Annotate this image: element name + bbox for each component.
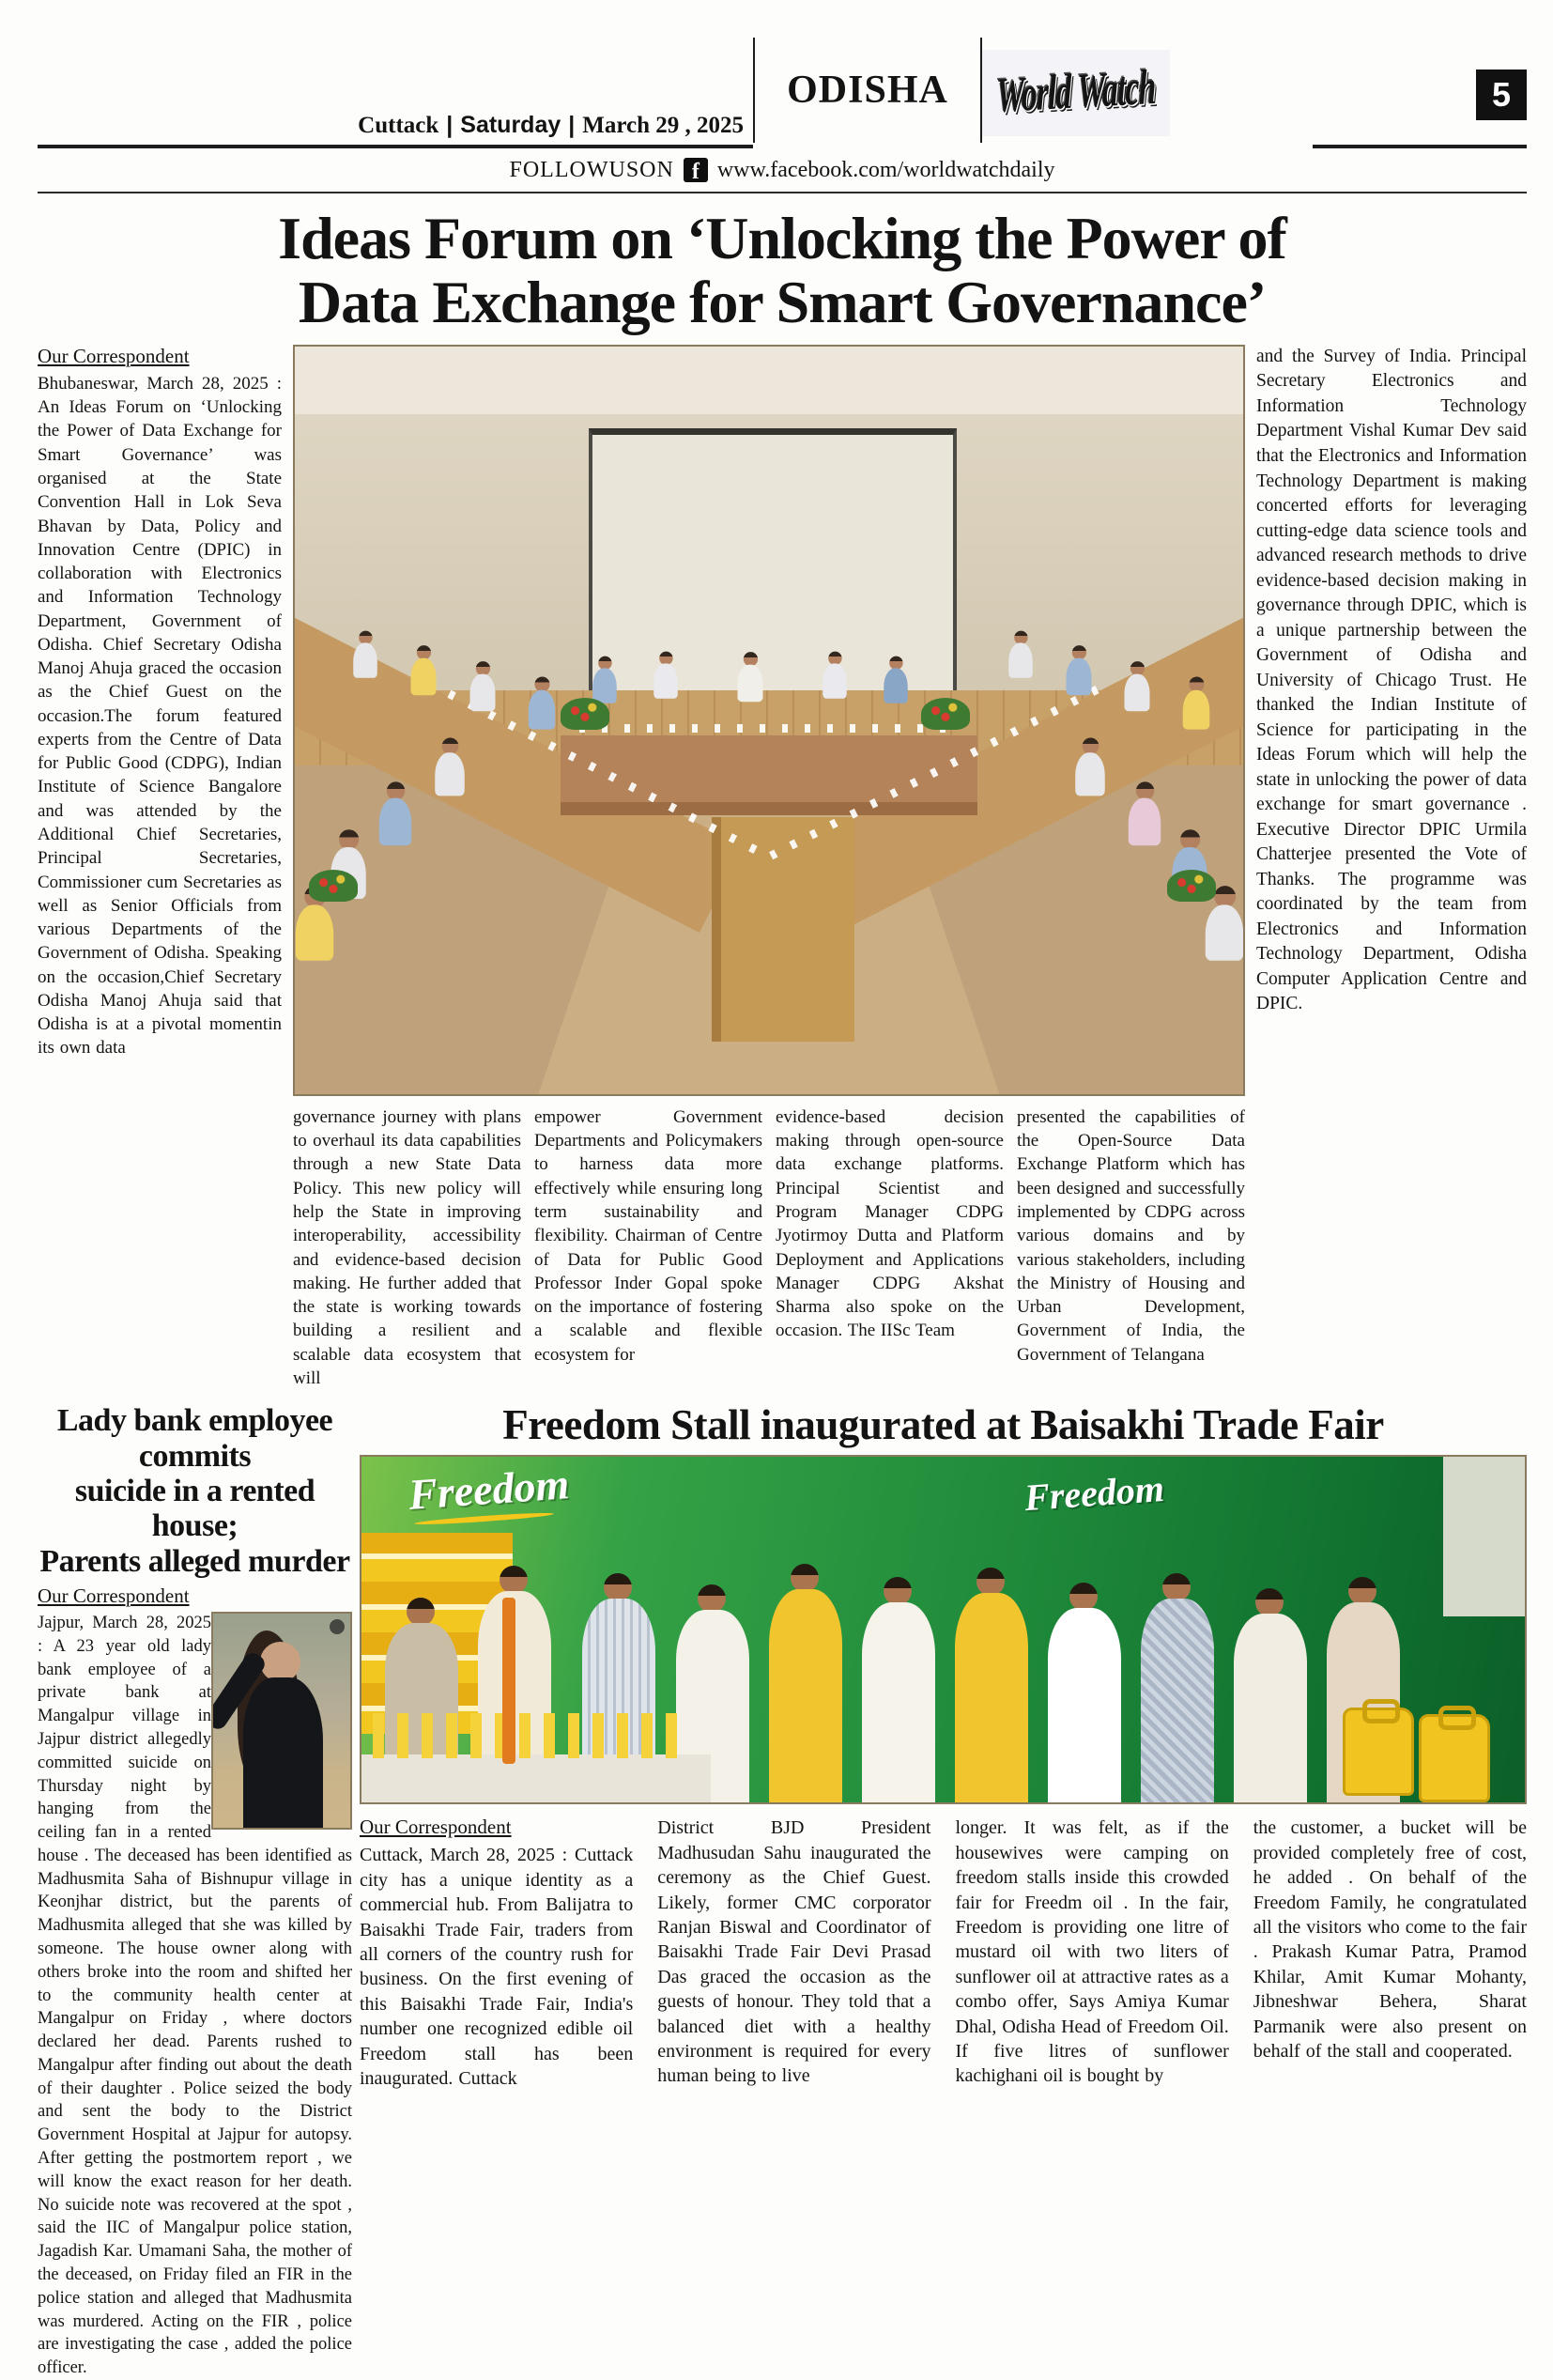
dateline-day: Saturday: [460, 112, 561, 138]
dateline-separator: |: [446, 112, 454, 138]
suicide-headline-line3: Parents alleged murder: [39, 1543, 350, 1579]
person-figure: [1125, 661, 1150, 714]
woman-torso: [243, 1677, 323, 1828]
dateline-separator: |: [568, 112, 576, 138]
dateline: [38, 112, 753, 148]
lead-article-right-column: [1256, 345, 1527, 1390]
stall-side-panel: [1443, 1457, 1525, 1615]
facebook-icon: f: [684, 158, 708, 182]
masthead-rule-right: [1313, 145, 1527, 148]
person-figure: [1067, 645, 1092, 698]
person-figure: [470, 661, 496, 714]
flower-arrangement: [309, 870, 358, 902]
suicide-headline-line2: suicide in a rented house;: [74, 1473, 315, 1544]
photo-ceiling: [295, 347, 1243, 419]
facebook-url-link[interactable]: www.facebook.com/worldwatchdaily: [716, 157, 1055, 182]
freedom-article: [360, 1403, 1527, 2380]
lead-article-col2: governance journey with plans to overhaul its data capabilities through a new State Data Policy. This new policy will help the State in improving interoperability, accessibility and evidence-based decision making. He further added that the state is working towards building a resilient and scalable data ecosystem that will: [293, 1106, 521, 1388]
freedom-article-col1-wrap: [360, 1816, 633, 2091]
freedom-brand-text: Freedom: [1023, 1466, 1166, 1520]
lead-article-col4: evidence-based decision making through open-source data exchange platforms. Principal Scientist and Program Manager CDPG Jyotirmoy Dutta and Platform Deployment and Applications Manager CDPG Akshat Sharma also spoke on the occasion. The IISc Team: [776, 1106, 1004, 1341]
dateline-city: Cuttack: [358, 113, 439, 138]
oil-jerrycan: [1343, 1708, 1414, 1796]
person-figure: [379, 781, 412, 848]
person-figure: [823, 652, 847, 702]
person-figure: [529, 676, 556, 732]
person-figure: [592, 657, 617, 706]
lead-article-col5: presented the capabilities of the Open-Source Data Exchange Platform which has been designed and successfully implemented by CDPG across various domains and by various stakeholders, including the Ministry of Housing and Urban Development, Government of India, the Government of Telangana: [1017, 1106, 1245, 1365]
lead-article: [38, 345, 1527, 1390]
suicide-article: [38, 1403, 352, 2380]
person-figure: [653, 652, 678, 702]
freedom-stall-photo: [360, 1455, 1527, 1804]
suicide-headline-line1: Lady bank employee commits: [56, 1403, 333, 1474]
lead-headline-line1: Ideas Forum on ‘Unlocking the Power of: [278, 205, 1286, 271]
flower-arrangement: [921, 698, 970, 730]
lead-article-col3: empower Government Departments and Policymakers to harness data more effectively while ensuring long term sustainability and flexibility. Chairman of Centre of Data for Public Good Professor Inder Gopal spoke on the importance of fostering a scalable and flexible ecosystem for: [534, 1106, 762, 1365]
lead-headline-wrap: [38, 207, 1527, 335]
person-figure: [884, 657, 908, 706]
newspaper-logo-text: World Watch: [995, 60, 1157, 124]
lead-headline: [38, 207, 1527, 335]
freedom-brand-text: Freedom: [406, 1459, 571, 1519]
deceased-woman-photo: [211, 1612, 352, 1830]
person-figure: [1048, 1583, 1121, 1802]
dateline-date: March 29 , 2025: [582, 113, 744, 138]
freedom-article-col1: Cuttack, March 28, 2025 : Cuttack city has a unique identity as a commercial hub. From Balijatra to Baisakhi Trade Fair, traders from all corners of the country rush for business. On the first evening of this Baisakhi Trade Fair, India's number one recognized edible oil Freedom stall has been inaugurated. Cuttack: [360, 1845, 634, 2089]
masthead-row: [38, 38, 1527, 148]
follow-us-label: FOLLOWUSON: [509, 157, 674, 182]
display-table: [361, 1754, 711, 1803]
page-number-badge: 5: [1476, 70, 1527, 120]
person-figure: [411, 645, 437, 698]
lead-article-middle: [293, 345, 1245, 1390]
suicide-article-headline: [38, 1403, 352, 1579]
freedom-article-col3: longer. It was felt, as if the housewives were camping on freedom stalls inside this crowded fair for Freedm oil . In the fair, Freedom is providing one litre of mustard oil with two liters of sunflower oil at attractive rates as a combo offer, Says Amiya Kumar Dhal, Odisha Head of Freedom Oil. If five litres of sunflower kachighani oil is bought by: [955, 1817, 1229, 2087]
oil-bottle-row: [373, 1713, 687, 1758]
suicide-article-body: [38, 1612, 352, 2380]
freedom-article-col4: the customer, a bucket will be provided completely free of cost, he added . On behalf of the Freedom Family, he congratulated all the visitors who come to the fair . Prakash Kumar Patra, Pramod Khilar, Amit Kumar Mohanty, Jibneshwar Behera, Sharat Parmanik were also present on behalf of the stall and cooperated.: [1253, 1817, 1527, 2062]
oil-jerrycan: [1419, 1714, 1490, 1802]
newspaper-logo: [982, 50, 1170, 136]
flower-arrangement: [561, 698, 609, 730]
water-bottle-row: [579, 724, 959, 733]
person-figure: [1129, 781, 1161, 848]
lead-article-lower-columns: [293, 1105, 1245, 1390]
lead-headline-line2: Data Exchange for Smart Governance’: [298, 269, 1267, 336]
person-figure: [955, 1568, 1028, 1802]
person-figure: [1183, 676, 1210, 732]
photo-watermark-icon: [330, 1619, 345, 1634]
woman-face: [260, 1642, 301, 1682]
freedom-article-headline: Freedom Stall inaugurated at Baisakhi Trade Fair: [502, 1401, 1384, 1449]
person-figure: [435, 737, 465, 798]
lead-article-col1: Bhubaneswar, March 28, 2025 : An Ideas Forum on ‘Unlocking the Power of Data Exchange for Smart Governance’ was organised at the State Convention Hall in Lok Seva Bhavan by Data, Policy and Innovation Centre (DPIC) in collaboration with Electronics and Information Technology Department, Government of Odisha. Chief Secretary Odisha Manoj Ahuja graced the occasion as the Chief Guest on the occasion.The forum featured experts from the Centre of Data for Public Good (CDPG), Indian Institute of Science Bangalore and was attended by the Additional Chief Secretaries, Principal Secretaries, Commissioner cum Secretaries as well as Senior Officials from various Departments of the Government of Odisha. Speaking on the occasion,Chief Secretary Odisha Manoj Ahuja said that Odisha is at a pivotal momentin its own data: [38, 373, 282, 1059]
byline: Our Correspondent: [38, 1584, 190, 1608]
person-figure: [1234, 1588, 1307, 1802]
person-figure: [1141, 1573, 1214, 1802]
person-figure: [1075, 737, 1105, 798]
freedom-article-col2: District BJD President Madhusudan Sahu inaugurated the ceremony as the Chief Guest. Likely, former CMC corporator Ranjan Biswal and Coordinator of Baisakhi Trade Fair Devi Prasad Das graced the occasion as the guests of honour. They told that a balanced diet with a healthy environment is required for every human being to live: [657, 1817, 931, 2087]
lead-article-col6: and the Survey of India. Principal Secretary Electronics and Information Technology Department Vishal Kumar Dev said that the Electronics and Information Technology Department is making concerted efforts for leveraging cutting-edge data science tools and advanced research methods to drive evidence-based decision making in governance through DPIC, which is a unique partnership between the Government of Odisha and University of Chicago Trust. He thanked the Indian Institute of Science for participating in the Ideas Forum which will help the state in unlocking the power of data exchange for smart governance . Executive Director DPIC Urmila Chatterjee presented the Vote of Thanks. The programme was coordinated by the team from Electronics and Information Technology Department, Odisha Computer Application Centre and DPIC.: [1256, 346, 1527, 1014]
orange-stole: [502, 1598, 515, 1763]
person-figure: [862, 1577, 935, 1802]
byline: Our Correspondent: [360, 1816, 512, 1839]
person-figure: [353, 631, 377, 681]
person-figure: [738, 652, 763, 704]
person-figure: [1008, 631, 1033, 681]
lead-article-left-column: [38, 345, 282, 1390]
person-figure: [769, 1564, 842, 1802]
bottom-section: [38, 1403, 1527, 2380]
byline: Our Correspondent: [38, 344, 190, 367]
suicide-article-text: Jajpur, March 28, 2025 : A 23 year old lady bank employee of a private bank at Mangalpur village in Jajpur district allegedly committed suicide on Thursday night by hanging from the ceiling fan in a rented house . The deceased has been identified as Madhusmita Saha of Bishnupur village in Keonjhar district, but the parents of Madhusmita alleged that she was killed by someone. The house owner along with others broke into the room and shifted her to the community health center at Mangalpur on Friday , where doctors declared her dead. Parents rushed to Mangalpur after finding out about the death of their daughter . Police seized the body and sent the body to the District Government Hospital at Jajpur for autopsy. After getting the postmortem report , we will know the exact reason for her death. No suicide note was recovered at the spot , said the IIC of Mangalpur police station, Jagadish Kar. Umamani Saha, the mother of the deceased, on Friday filed an FIR in the police station and alleged that Madhusmita was murdered. Acting on the FIR , police are investigating the case , added the police officer.: [38, 1614, 352, 2378]
masthead: [38, 38, 1527, 193]
flower-arrangement: [1167, 870, 1216, 902]
conference-photo: [293, 345, 1245, 1096]
conference-head-table: [561, 735, 977, 816]
follow-row: [38, 148, 1527, 193]
freedom-article-columns: [360, 1816, 1527, 2091]
edition-title: ODISHA: [787, 69, 948, 112]
